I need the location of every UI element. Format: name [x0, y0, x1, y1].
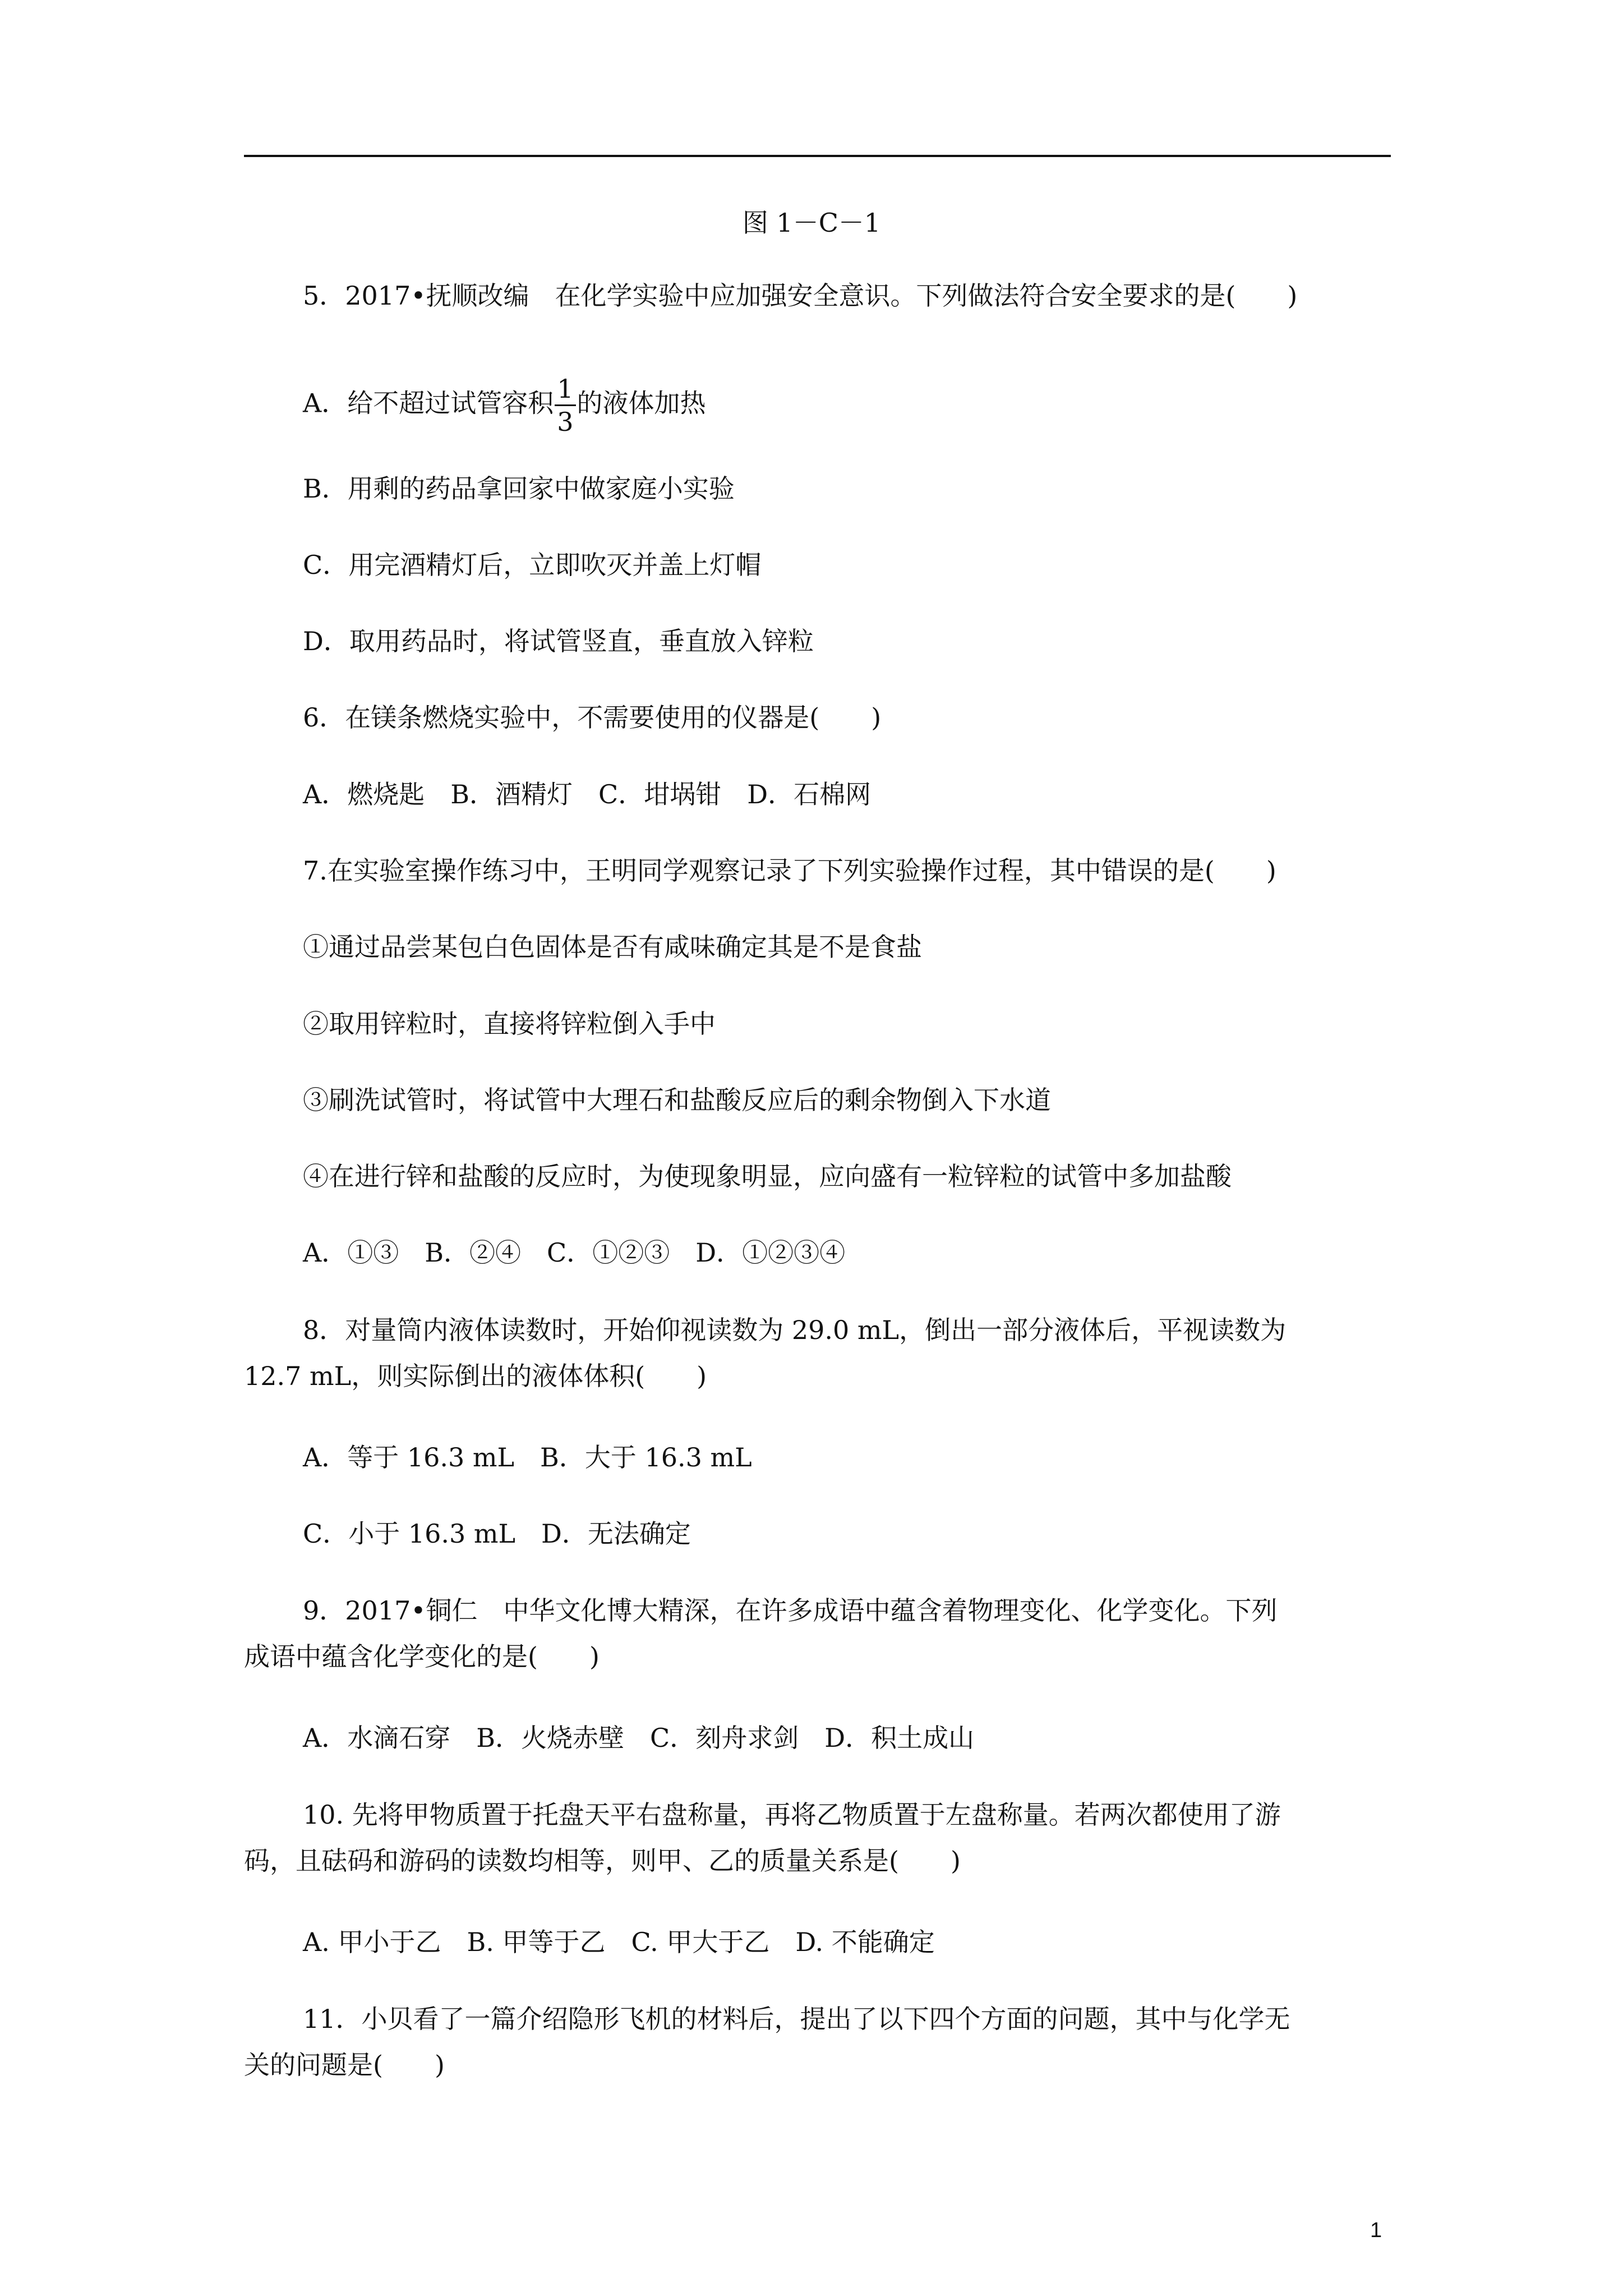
- q5-option-a-pre: A．给不超过试管容积: [303, 388, 554, 418]
- header-rule: [244, 155, 1391, 157]
- q7-options: A．①③ B．②④ C．①②③ D．①②③④: [303, 1237, 846, 1268]
- q7-item-4: ④在进行锌和盐酸的反应时，为使现象明显，应向盛有一粒锌粒的试管中多加盐酸: [303, 1161, 1232, 1191]
- q10-stem-line-2: 码，且砝码和游码的读数均相等，则甲、乙的质量关系是( ): [244, 1846, 961, 1876]
- q7-stem: 7.在实验室操作练习中，王明同学观察记录了下列实验操作过程，其中错误的是( ): [303, 855, 1276, 886]
- q7-item-1: ①通过品尝某包白色固体是否有咸味确定其是不是食盐: [303, 932, 922, 962]
- q5-option-d: D．取用药品时，将试管竖直，垂直放入锌粒: [303, 626, 814, 656]
- q11-stem-line-2: 关的问题是( ): [244, 2050, 445, 2080]
- q11-stem-line-1: 11．小贝看了一篇介绍隐形飞机的材料后，提出了以下四个方面的问题，其中与化学无: [303, 2004, 1290, 2034]
- q7-item-2: ②取用锌粒时，直接将锌粒倒入手中: [303, 1009, 716, 1039]
- q8-stem-line-2: 12.7 mL，则实际倒出的液体体积( ): [244, 1361, 707, 1391]
- q6-options: A．燃烧匙 B．酒精灯 C．坩埚钳 D．石棉网: [303, 779, 872, 809]
- q5-option-b: B．用剩的药品拿回家中做家庭小实验: [303, 473, 735, 504]
- fraction-numerator: 1: [555, 373, 575, 406]
- q5-option-a: [303, 373, 706, 438]
- q5-option-a-post: 的液体加热: [577, 388, 706, 418]
- q9-options: A．水滴石穿 B．火烧赤壁 C．刻舟求剑 D．积土成山: [303, 1723, 975, 1753]
- q6-stem: 6．在镁条燃烧实验中，不需要使用的仪器是( ): [303, 702, 882, 733]
- q8-stem-line-1: 8．对量筒内液体读数时，开始仰视读数为 29.0 mL，倒出一部分液体后，平视读数为: [303, 1315, 1287, 1345]
- q8-options-cd: C．小于 16.3 mL D．无法确定: [303, 1519, 691, 1549]
- q8-options-ab: A．等于 16.3 mL B．大于 16.3 mL: [303, 1442, 752, 1473]
- q10-options: A. 甲小于乙 B. 甲等于乙 C. 甲大于乙 D. 不能确定: [303, 1927, 935, 1957]
- q5-stem: 5．2017•抚顺改编 在化学实验中应加强安全意识。下列做法符合安全要求的是( ): [303, 280, 1298, 311]
- q9-stem-line-1: 9．2017•铜仁 中华文化博大精深，在许多成语中蕴含着物理变化、化学变化。下列: [303, 1595, 1278, 1626]
- fraction-denominator: 3: [557, 407, 574, 437]
- q9-stem-line-2: 成语中蕴含化学变化的是( ): [244, 1641, 600, 1672]
- page-number: 1: [1370, 2219, 1382, 2242]
- q5-option-c: C．用完酒精灯后，立即吹灭并盖上灯帽: [303, 550, 762, 580]
- fraction: [555, 373, 575, 438]
- q10-stem-line-1: 10. 先将甲物质置于托盘天平右盘称量，再将乙物质置于左盘称量。若两次都使用了游: [303, 1800, 1281, 1830]
- figure-caption: 图 1－C－1: [742, 208, 881, 238]
- q7-item-3: ③刷洗试管时，将试管中大理石和盐酸反应后的剩余物倒入下水道: [303, 1085, 1051, 1115]
